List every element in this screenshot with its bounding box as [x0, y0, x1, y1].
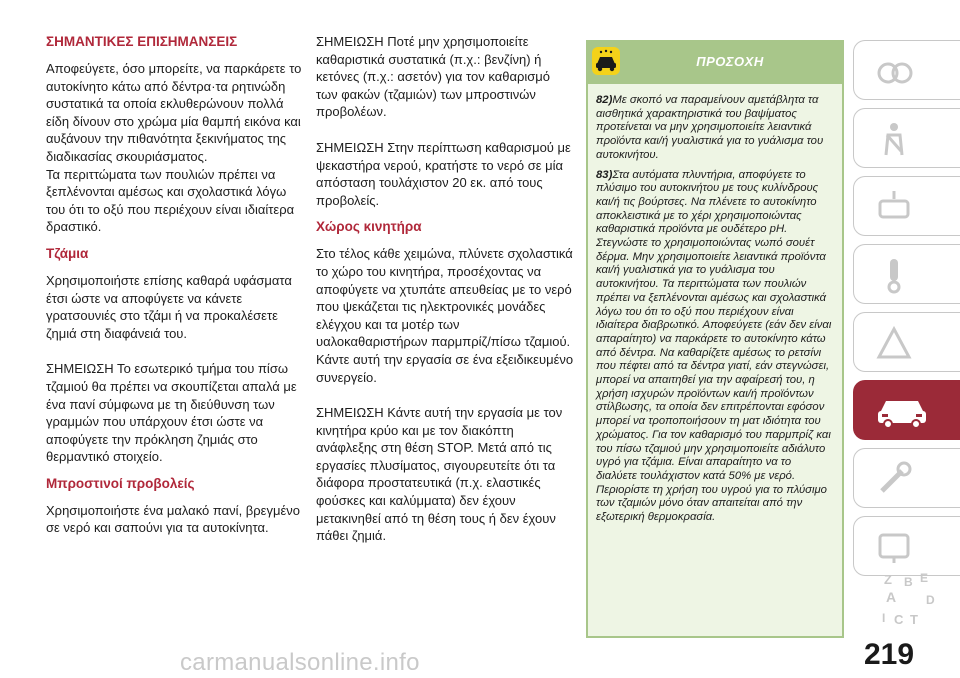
watermark: carmanualsonline.info [180, 649, 420, 676]
caution-header [586, 40, 844, 84]
alpha-letter: A [886, 589, 897, 605]
page-number: 219 [864, 638, 915, 671]
section-heading-important-notes: ΣΗΜΑΝΤΙΚΕΣ ΕΠΙΣΗΜΑΝΣΕΙΣ [46, 34, 238, 49]
caution-text: Στα αυτόματα πλυντήρια, αποφύγετε το πλύσιμο του αυτοκινήτου με τους κυλίνδρους και/ή τις βούρτσες. Να πλένετε το αυτοκίνητο αποκλειστικά με το χέρι χρησιμοποιώντας καθαριστικά προϊόντα με ουδέτερο pH. Στεγνώστε το χρησιμοποιώντας νωπό σουέτ δέρμα. Μην χρησιμοποιείτε λειαντικά προϊόντα και/ή γυαλιστικά για το γυάλισμα του αυτοκινήτου. Τα περιττώματα των πουλιών πρέπει να ξεπλένονται αμέσως και σχολαστικά λόγω του ότι το οξύ που περιέχουν είναι ιδιαίτερα διαβρωτικό. Αποφεύγετε (εάν δεν είναι απαραίτητο) να παρκάρετε το αυτοκίνητο κάτω από δέντρα. Να καθαρίζετε αμέσως το ρετσίνι που πέφτει από τα δέντρα γιατί, εάν στεγνώσει, μπορεί να απαιτηθεί για την αφαίρεσή του, η χρήση ισχυρών προϊόντων και/ή προϊόντων στίλβωσης, τα οποία δεν επιτρέπονται εφόσον μπορεί να τροποποιήσουν τη ματ ιδιότητα του χρώματος. Για τον καθαρισμό του παρμπρίζ και του πίσω τζαμιού μην χρησιμοποιείτε αδιάλυτο υγρό για τζάμια. Είναι απαραίτητο να το διαλύετε τουλάχιστον κατά 50% με νερό. Περιορίστε τη χρήση του υγρού για το πλύσιμο των τζαμιών μόνο όταν απαιτείται από την εξωτερική θερμοκρασία. [596, 168, 832, 524]
caution-body [586, 84, 844, 638]
alpha-letter: I [882, 611, 886, 625]
tab-safety[interactable] [853, 108, 960, 168]
alpha-letter: B [904, 575, 913, 589]
chapter-tabs [853, 40, 960, 640]
note-paragraph: ΣΗΜΕΙΩΣΗ Κάντε αυτή την εργασία με τον κινητήρα κρύο και με τον διακόπτη ανάφλεξης στη θέση STOP. Μετά από τις εργασίες πλυσίματος, σιγουρευτείτε ότι τα διάφορα προστατευτικά (π.χ. ελαστικές φούσκες και καλύμματα) δεν έχουν μετακινηθεί από τη θέση τους ή δεν έχουν πάθει ζημιά. [316, 405, 563, 544]
note-paragraph: ΣΗΜΕΙΩΣΗ Το εσωτερικό τμήμα του πίσω τζαμιού θα πρέπει να σκουπίζεται απαλά με ένα πανί σύμφωνα με τη διεύθυνση των γραμμών που υπάρχουν έτσι ώστε να αποφύγετε την πρόκληση ζημιάς στο θερμαντικό στοιχείο. [46, 361, 297, 465]
section-heading-headlights: Μπροστινοί προβολείς [46, 475, 195, 491]
caution-item [596, 94, 834, 163]
warning-light-icon [874, 187, 914, 227]
triangle-icon [874, 323, 914, 363]
section-heading-engine-bay: Χώρος κινητήρα [316, 219, 422, 235]
caution-number: 83) [596, 168, 613, 181]
note-paragraph: ΣΗΜΕΙΩΣΗ Ποτέ μην χρησιμοποιείτε καθαριστικά συστατικά (π.χ.: βενζίνη) ή κετόνες (π.χ.: ασετόν) για τον καθαρισμό των φακών (τζαμιών) των μπροστινών προβολέων. [316, 34, 550, 120]
tab-starting-driving[interactable] [853, 244, 960, 304]
alpha-letter: C [894, 612, 904, 627]
wrench-icon [874, 459, 914, 499]
alphabetical-index-icon [880, 570, 950, 630]
text-column-middle [316, 33, 574, 545]
tab-multimedia[interactable] [853, 516, 960, 576]
tab-emergency[interactable] [853, 312, 960, 372]
starting-icon [874, 255, 914, 295]
alpha-letter: D [926, 593, 935, 607]
multimedia-icon [874, 527, 914, 567]
seatbelt-icon [874, 119, 914, 159]
tab-technical-data[interactable] [853, 448, 960, 508]
caution-number: 82) [596, 94, 613, 106]
caution-box [586, 40, 844, 638]
paragraph: Τα περιττώματα των πουλιών πρέπει να ξεπλένονται αμέσως και σχολαστικά λόγω του ότι το οξύ που περιέχουν είναι ιδιαίτερα δραστικό. [46, 166, 295, 235]
alpha-letter: T [910, 612, 918, 627]
dashboard-icon [874, 51, 914, 91]
alpha-letter: E [920, 571, 929, 585]
paragraph: Χρησιμοποιήστε ένα μαλακό πανί, βρεγμένο σε νερό και σαπούνι για τα αυτοκίνητα. [46, 502, 300, 536]
text-column-left [46, 33, 304, 537]
tab-maintenance[interactable] [853, 380, 960, 440]
note-paragraph: ΣΗΜΕΙΩΣΗ Στην περίπτωση καθαρισμού με ψεκαστήρα νερού, κρατήστε το νερό σε μία απόσταση τουλάχιστον 20 εκ. από τους προβολείς. [316, 139, 571, 208]
paragraph: Χρησιμοποιήστε επίσης καθαρά υφάσματα έτσι ώστε να αποφύγετε να κάνετε γρατσουνιές στο τζάμι ή να προκαλέσετε ζημιά στη διαφάνειά του. [46, 272, 292, 341]
caution-item [596, 169, 834, 525]
paragraph: Στο τέλος κάθε χειμώνα, πλύνετε σχολαστικά το χώρο του κινητήρα, προσέχοντας να αποφύγετε να χτυπάτε απευθείας με το νερό που ψεκάζεται τις ηλεκτρονικές μονάδες ελέγχου και τα μοτέρ των υαλοκαθαριστήρων παρμπρίζ/πίσω τζαμιού. Κάντε αυτή την εργασία σε ένα εξειδικευμένο συνεργείο. [316, 246, 574, 385]
caution-text: Με σκοπό να παραμείνουν αμετάβλητα τα αισθητικά χαρακτηριστικά του βαψίματος προτείνεται να μην χρησιμοποιείτε λειαντικά προϊόντα και/ή γυαλιστικά για το γυάλισμα του αυτοκινήτου. [596, 94, 824, 161]
tab-warning-lights[interactable] [853, 176, 960, 236]
tab-dashboard[interactable] [853, 40, 960, 100]
alpha-letter: Z [884, 572, 892, 587]
section-heading-windows: Τζάμια [46, 245, 89, 261]
car-icon [874, 391, 930, 431]
caution-title: ΠΡΟΣΟΧΗ [696, 54, 764, 69]
paragraph: Αποφεύγετε, όσο μπορείτε, να παρκάρετε το αυτοκίνητο κάτω από δέντρα·τα ρητινώδη συστατικά τα οποία εκλυθερώνουν πολλά είδη δίνουν στο χρώμα μία θαμπή εικόνα και αυξάνουν την πιθανότητα ξεκινήματος της διαδικασίας σκουριάσματος. [46, 61, 302, 164]
